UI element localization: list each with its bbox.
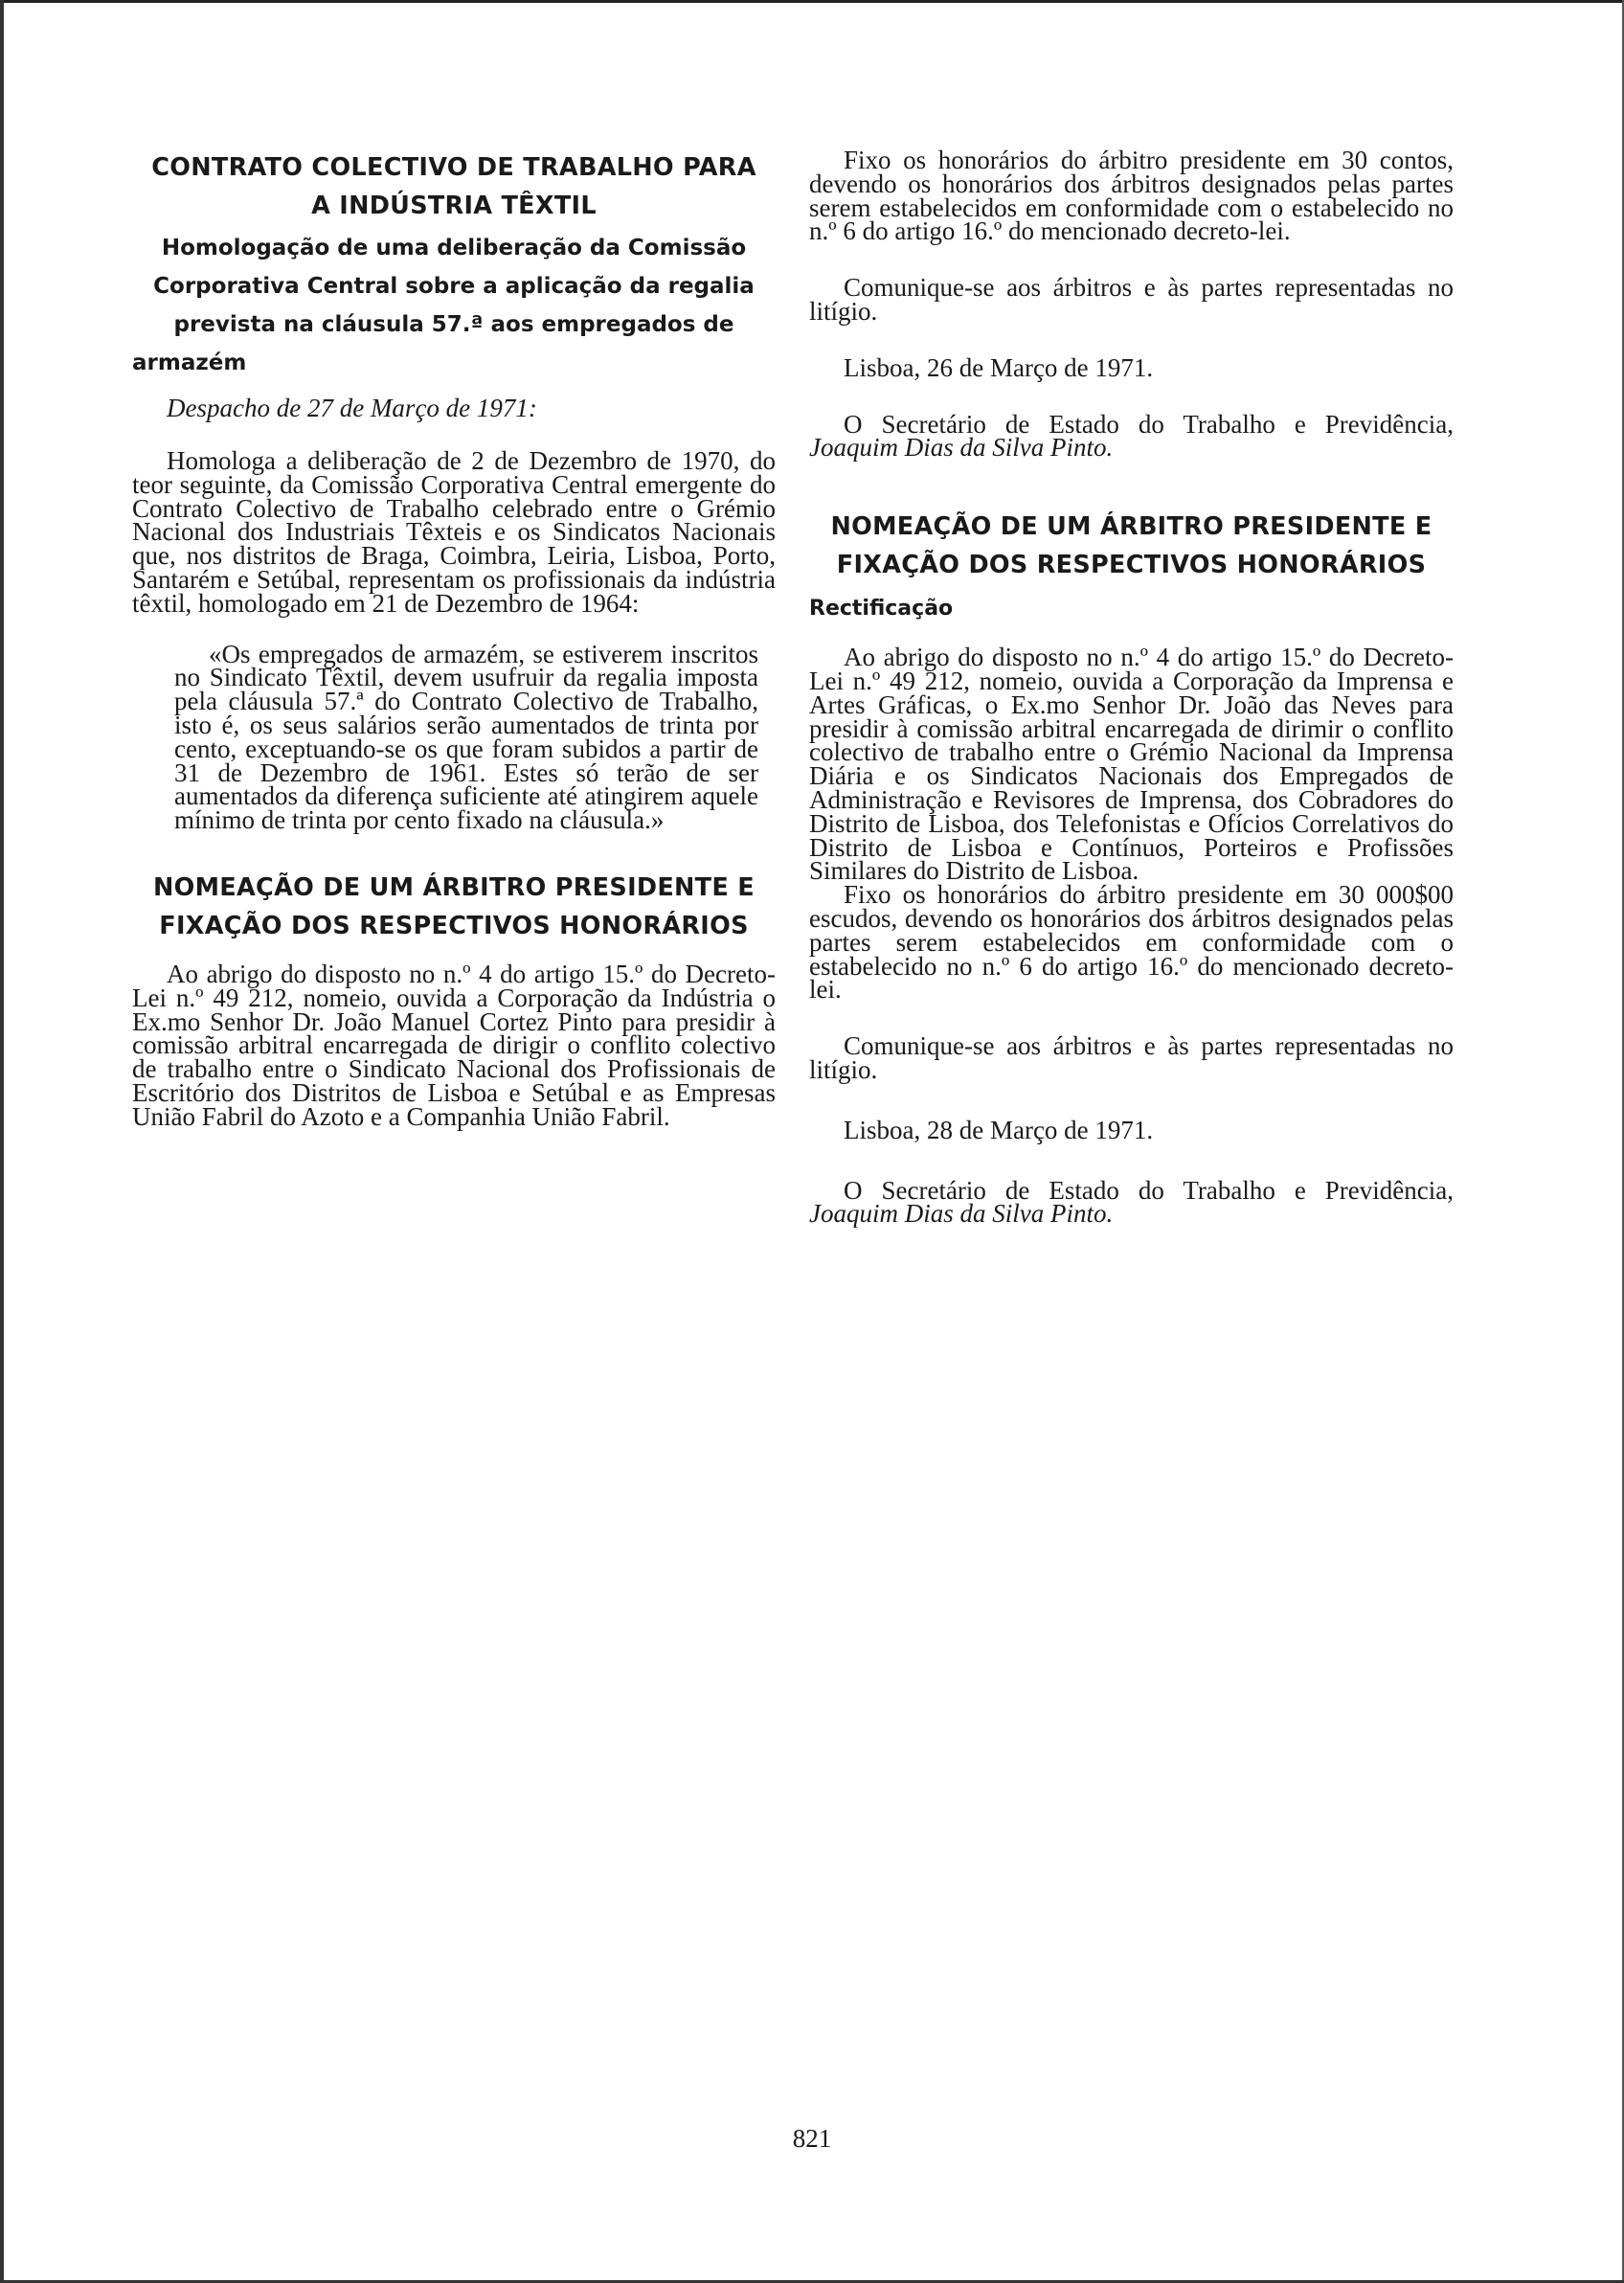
- fixo-paragraph-1: Fixo os honorários do árbitro presidente em 30 contos, devendo os honorários dos árbitros designados pelas partes serem estabelecidos em conformidade com o estabelecido no n.º 6 do artigo 16.º do mencionado decreto-lei.: [809, 146, 1454, 246]
- signature-2: [809, 1175, 1454, 1229]
- heading-nomeacao-1a: NOMEAÇÃO DE UM ÁRBITRO PRESIDENTE E: [153, 872, 755, 902]
- rectificacao-heading: Rectificação: [809, 597, 954, 622]
- page-number: 821: [792, 2124, 832, 2153]
- signature-2-prefix: O Secretário de Estado do Trabalho e Previdência,: [844, 1175, 1454, 1205]
- title-line-2: A INDÚSTRIA TÊXTIL: [311, 192, 597, 220]
- quote-paragraph: «Os empregados de armazém, se estiverem inscritos no Sindicato Têxtil, devem usufruir da regalia imposta pela cláusula 57.ª do Contrato Colectivo de Trabalho, isto é, os seus salários serão aumentados de trinta por cento, exceptuando-se os que foram subidos a partir de 31 de Dezembro de 1961. Estes só terão de ser aumentados da diferença suficiente até atingirem aquele mínimo de trinta por cento fixado na cláusula.»: [174, 639, 758, 835]
- right-column: [809, 146, 1454, 1229]
- title-line-1: CONTRATO COLECTIVO DE TRABALHO PARA: [151, 153, 756, 182]
- heading-nomeacao-2a: NOMEAÇÃO DE UM ÁRBITRO PRESIDENTE E: [830, 512, 1432, 542]
- heading-nomeacao-2b: FIXAÇÃO DOS RESPECTIVOS HONORÁRIOS: [836, 551, 1427, 580]
- page-border-top: [0, 0, 1624, 3]
- signature-2-name: Joaquim Dias da Silva Pinto.: [809, 1199, 1114, 1229]
- subtitle: Homologação de uma deliberação da Comissão Corporativa Central sobre a aplicação da regalia prevista na cláusula 57.ª aos empregados de armazém: [132, 236, 755, 375]
- nomeacao-paragraph-2: Ao abrigo do disposto no n.º 4 do artigo 15.º do Decreto-Lei n.º 49 212, nomeio, ouvida a Corporação da Imprensa e Artes Gráficas, o Ex.mo Senhor Dr. João das Neves para presidir à comissão arbitral encarregada de dirimir o conflito colectivo de trabalho entre o Grémio Nacional da Imprensa Diária e os Sindicatos Nacionais dos Empregados de Administração e Revisores de Imprensa, dos Cobradores do Distrito de Lisboa, dos Telefonistas e Ofícios Correlativos do Distrito de Lisboa e Contínuos, Porteiros e Profissões Similares do Distrito de Lisboa.: [809, 643, 1454, 886]
- despacho-line: Despacho de 27 de Março de 1971:: [167, 394, 537, 422]
- signature-1-prefix: O Secretário de Estado do Trabalho e Previdência,: [844, 409, 1454, 439]
- date-line-2: Lisboa, 28 de Março de 1971.: [844, 1115, 1154, 1144]
- left-column: [132, 148, 776, 1129]
- page-border-left: [0, 0, 4, 2283]
- date-line-1: Lisboa, 26 de Março de 1971.: [844, 352, 1154, 382]
- comunique-paragraph-2: Comunique-se aos árbitros e às partes representadas no litígio.: [809, 1031, 1454, 1084]
- signature-1-name: Joaquim Dias da Silva Pinto.: [809, 433, 1114, 463]
- heading-nomeacao-1b: FIXAÇÃO DOS RESPECTIVOS HONORÁRIOS: [159, 911, 749, 940]
- nomeacao-paragraph: Ao abrigo do disposto no n.º 4 do artigo 15.º do Decreto-Lei n.º 49 212, nomeio, ouvida a Corporação da Indústria o Ex.mo Senhor Dr. João Manuel Cortez Pinto para presidir à comissão arbitral encarregada de dirigir o conflito colectivo de trabalho entre o Sindicato Nacional dos Profissionais de Escritório dos Distritos de Lisboa e Setúbal e as Empresas União Fabril do Azoto e a Companhia União Fabril.: [132, 959, 776, 1131]
- intro-paragraph: Homologa a deliberação de 2 de Dezembro de 1970, do teor seguinte, da Comissão Corporativa Central emergente do Contrato Colectivo de Trabalho celebrado entre o Grémio Nacional dos Industriais Têxteis e os Sindicatos Nacionais que, nos distritos de Braga, Coimbra, Leiria, Lisboa, Porto, Santarém e Setúbal, representam os profissionais da indústria têxtil, homologado em 21 de Dezembro de 1964:: [132, 446, 776, 618]
- signature-1: [809, 409, 1454, 463]
- comunique-paragraph-1: Comunique-se aos árbitros e às partes representadas no litígio.: [809, 273, 1454, 326]
- fixo-paragraph-2: Fixo os honorários do árbitro presidente em 30 000$00 escudos, devendo os honorários dos árbitros designados pelas partes serem estabelecidos em conformidade com o estabelecido no n.º 6 do artigo 16.º do mencionado decreto-lei.: [809, 880, 1454, 1005]
